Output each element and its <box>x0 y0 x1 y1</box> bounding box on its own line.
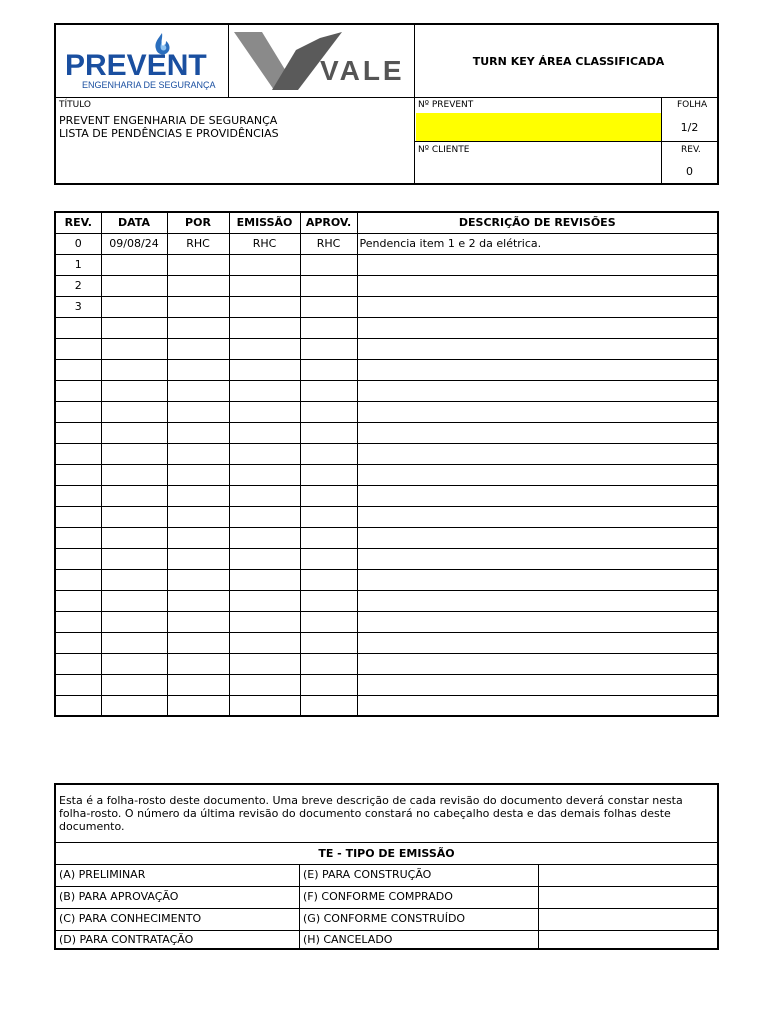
cell-por[interactable] <box>167 485 229 506</box>
table-row <box>55 464 718 485</box>
prevent-number-label: Nº PREVENT <box>418 100 474 110</box>
table-row <box>55 527 718 548</box>
cell-descricao[interactable] <box>357 422 718 443</box>
cell-por[interactable] <box>167 674 229 695</box>
table-row <box>55 338 718 359</box>
cell-rev[interactable] <box>55 695 101 716</box>
prevent-logo-graphic <box>62 29 224 93</box>
cell-aprov[interactable] <box>300 254 357 275</box>
emission-option-f: (F) CONFORME COMPRADO <box>303 890 453 903</box>
table-row <box>55 296 718 317</box>
cell-data[interactable] <box>101 506 167 527</box>
cell-descricao[interactable] <box>357 380 718 401</box>
table-row <box>55 233 718 254</box>
cell-data[interactable] <box>101 401 167 422</box>
cell-por[interactable] <box>167 527 229 548</box>
column-header-rev: REV. <box>55 212 101 233</box>
cell-aprov[interactable] <box>300 527 357 548</box>
cell-por[interactable] <box>167 611 229 632</box>
cell-data[interactable] <box>101 485 167 506</box>
titulo-line-1: PREVENT ENGENHARIA DE SEGURANÇA <box>59 114 278 127</box>
table-row <box>55 695 718 716</box>
cell-data[interactable] <box>101 296 167 317</box>
cell-data[interactable] <box>101 590 167 611</box>
cell-emissao[interactable] <box>229 674 300 695</box>
cell-rev[interactable] <box>55 380 101 401</box>
cell-emissao[interactable] <box>229 464 300 485</box>
cell-emissao[interactable] <box>229 317 300 338</box>
cell-descricao[interactable] <box>357 275 718 296</box>
cell-aprov[interactable] <box>300 275 357 296</box>
cell-rev[interactable] <box>55 485 101 506</box>
cell-aprov[interactable] <box>300 590 357 611</box>
cell-emissao[interactable] <box>229 590 300 611</box>
cell-por[interactable] <box>167 569 229 590</box>
cell-aprov[interactable]: RHC <box>300 233 357 254</box>
cell-por[interactable] <box>167 422 229 443</box>
cell-emissao[interactable] <box>229 296 300 317</box>
cell-por[interactable] <box>167 548 229 569</box>
cell-por[interactable] <box>167 359 229 380</box>
cell-emissao[interactable] <box>229 632 300 653</box>
cell-descricao[interactable] <box>357 296 718 317</box>
rev-value: 0 <box>686 165 693 178</box>
table-row <box>55 401 718 422</box>
table-row <box>55 380 718 401</box>
cell-aprov[interactable] <box>300 296 357 317</box>
table-row <box>55 254 718 275</box>
cell-rev[interactable] <box>55 674 101 695</box>
document-header <box>54 23 719 185</box>
emission-option-b: (B) PARA APROVAÇÃO <box>59 890 179 903</box>
cell-data[interactable] <box>101 569 167 590</box>
cell-por[interactable] <box>167 464 229 485</box>
cell-data[interactable] <box>101 464 167 485</box>
cell-data[interactable] <box>101 422 167 443</box>
column-header-descricao: DESCRIÇÃO DE REVISÕES <box>357 212 718 233</box>
table-row <box>55 674 718 695</box>
cell-descricao[interactable] <box>357 695 718 716</box>
table-row <box>55 275 718 296</box>
cell-emissao[interactable] <box>229 254 300 275</box>
cell-por[interactable] <box>167 443 229 464</box>
cell-por[interactable] <box>167 275 229 296</box>
cell-descricao[interactable] <box>357 485 718 506</box>
cell-emissao[interactable] <box>229 275 300 296</box>
table-row <box>55 590 718 611</box>
cell-rev[interactable] <box>55 548 101 569</box>
cell-descricao[interactable] <box>357 674 718 695</box>
cell-descricao[interactable] <box>357 317 718 338</box>
cell-aprov[interactable] <box>300 317 357 338</box>
cell-data[interactable] <box>101 611 167 632</box>
cell-aprov[interactable] <box>300 611 357 632</box>
vale-logo-graphic <box>232 28 412 94</box>
cell-por[interactable] <box>167 632 229 653</box>
cell-descricao[interactable] <box>357 443 718 464</box>
titulo-label: TÍTULO <box>59 100 92 110</box>
cell-emissao[interactable] <box>229 485 300 506</box>
cover-sheet-note: Esta é a folha-rosto deste documento. Uma breve descrição de cada revisão do documento deverá constar nesta folha-rosto. O número da última revisão do documento constará no cabeçalho desta e das demais folhas deste documento. <box>59 794 683 833</box>
cell-aprov[interactable] <box>300 695 357 716</box>
cell-por[interactable] <box>167 338 229 359</box>
table-row <box>55 317 718 338</box>
cell-por[interactable] <box>167 254 229 275</box>
cell-rev[interactable] <box>55 506 101 527</box>
cell-rev[interactable] <box>55 632 101 653</box>
table-row <box>55 359 718 380</box>
cell-rev[interactable] <box>55 317 101 338</box>
cell-data[interactable] <box>101 254 167 275</box>
cell-aprov[interactable] <box>300 506 357 527</box>
cell-aprov[interactable] <box>300 485 357 506</box>
table-row <box>55 422 718 443</box>
cell-data[interactable] <box>101 275 167 296</box>
emission-option-e: (E) PARA CONSTRUÇÃO <box>303 868 432 881</box>
cell-rev[interactable] <box>55 611 101 632</box>
titulo-line-2: LISTA DE PENDÊNCIAS E PROVIDÊNCIAS <box>59 127 279 140</box>
cell-data[interactable] <box>101 632 167 653</box>
cell-aprov[interactable] <box>300 443 357 464</box>
cell-data[interactable] <box>101 695 167 716</box>
emission-option-c: (C) PARA CONHECIMENTO <box>59 912 202 925</box>
cell-emissao[interactable] <box>229 611 300 632</box>
cell-por[interactable]: RHC <box>167 233 229 254</box>
cell-por[interactable] <box>167 317 229 338</box>
cell-rev[interactable] <box>55 527 101 548</box>
column-header-por: POR <box>167 212 229 233</box>
cell-rev[interactable] <box>55 569 101 590</box>
revisions-header-row <box>55 212 718 233</box>
cell-descricao[interactable] <box>357 338 718 359</box>
cell-rev[interactable] <box>55 443 101 464</box>
cell-aprov[interactable] <box>300 569 357 590</box>
cell-data[interactable] <box>101 380 167 401</box>
svg-text:PREVENT: PREVENT <box>65 49 207 82</box>
cell-aprov[interactable] <box>300 632 357 653</box>
cell-rev[interactable] <box>55 653 101 674</box>
cell-rev[interactable]: 1 <box>55 254 101 275</box>
cell-emissao[interactable] <box>229 695 300 716</box>
column-header-emissao: EMISSÃO <box>229 212 300 233</box>
cell-descricao[interactable] <box>357 632 718 653</box>
cell-emissao[interactable] <box>229 359 300 380</box>
table-row <box>55 485 718 506</box>
cliente-number-label: Nº CLIENTE <box>418 145 470 155</box>
emission-option-d: (D) PARA CONTRATAÇÃO <box>59 933 194 946</box>
cell-emissao[interactable] <box>229 527 300 548</box>
cell-emissao[interactable] <box>229 506 300 527</box>
table-row <box>55 548 718 569</box>
prevent-logo <box>62 29 224 93</box>
cell-descricao[interactable] <box>357 359 718 380</box>
table-row <box>55 653 718 674</box>
cell-rev[interactable] <box>55 359 101 380</box>
cell-emissao[interactable] <box>229 338 300 359</box>
table-row <box>55 611 718 632</box>
cell-descricao[interactable] <box>357 401 718 422</box>
cell-aprov[interactable] <box>300 380 357 401</box>
folha-label: FOLHA <box>677 100 708 110</box>
cell-data[interactable] <box>101 674 167 695</box>
cell-por[interactable] <box>167 695 229 716</box>
emission-type-title: TE - TIPO DE EMISSÃO <box>318 846 455 860</box>
cell-data[interactable] <box>101 317 167 338</box>
cell-emissao[interactable] <box>229 380 300 401</box>
emission-type-box <box>54 783 719 950</box>
cell-descricao[interactable] <box>357 464 718 485</box>
cell-data[interactable] <box>101 548 167 569</box>
svg-text:ENGENHARIA DE SEGURANÇA: ENGENHARIA DE SEGURANÇA <box>82 80 216 90</box>
cell-rev[interactable]: 0 <box>55 233 101 254</box>
cell-rev[interactable]: 2 <box>55 275 101 296</box>
cliente-number-field[interactable] <box>416 157 661 183</box>
revisions-table <box>54 211 719 717</box>
table-row <box>55 443 718 464</box>
cell-data[interactable] <box>101 443 167 464</box>
cell-aprov[interactable] <box>300 653 357 674</box>
cell-descricao[interactable]: Pendencia item 1 e 2 da elétrica. <box>357 233 718 254</box>
emission-option-g: (G) CONFORME CONSTRUÍDO <box>303 912 466 925</box>
cell-emissao[interactable] <box>229 548 300 569</box>
cell-data[interactable] <box>101 338 167 359</box>
cell-descricao[interactable] <box>357 527 718 548</box>
cell-por[interactable] <box>167 590 229 611</box>
cell-aprov[interactable] <box>300 674 357 695</box>
cell-aprov[interactable] <box>300 338 357 359</box>
cell-emissao[interactable] <box>229 443 300 464</box>
cell-rev[interactable] <box>55 590 101 611</box>
cell-aprov[interactable] <box>300 548 357 569</box>
table-row <box>55 569 718 590</box>
cell-rev[interactable] <box>55 338 101 359</box>
cell-aprov[interactable] <box>300 359 357 380</box>
cell-por[interactable] <box>167 653 229 674</box>
cell-por[interactable] <box>167 296 229 317</box>
cell-por[interactable] <box>167 401 229 422</box>
emission-option-a: (A) PRELIMINAR <box>59 868 146 881</box>
vale-logo <box>232 28 412 94</box>
cell-descricao[interactable] <box>357 548 718 569</box>
cell-emissao[interactable] <box>229 569 300 590</box>
cell-rev[interactable] <box>55 401 101 422</box>
cell-emissao[interactable] <box>229 653 300 674</box>
cell-data[interactable] <box>101 653 167 674</box>
cell-aprov[interactable] <box>300 464 357 485</box>
cell-emissao[interactable]: RHC <box>229 233 300 254</box>
cell-rev[interactable] <box>55 422 101 443</box>
cell-descricao[interactable] <box>357 653 718 674</box>
table-row <box>55 632 718 653</box>
emission-option-h: (H) CANCELADO <box>303 933 393 946</box>
cell-aprov[interactable] <box>300 422 357 443</box>
cell-descricao[interactable] <box>357 569 718 590</box>
cell-emissao[interactable] <box>229 422 300 443</box>
cell-descricao[interactable] <box>357 611 718 632</box>
folha-value: 1/2 <box>680 121 699 134</box>
prevent-number-field[interactable] <box>416 113 661 141</box>
cell-descricao[interactable] <box>357 590 718 611</box>
cell-descricao[interactable] <box>357 506 718 527</box>
column-header-aprov: APROV. <box>300 212 357 233</box>
cell-rev[interactable] <box>55 464 101 485</box>
cell-data[interactable] <box>101 359 167 380</box>
cell-data[interactable]: 09/08/24 <box>101 233 167 254</box>
column-header-data: DATA <box>101 212 167 233</box>
cell-data[interactable] <box>101 527 167 548</box>
cell-rev[interactable]: 3 <box>55 296 101 317</box>
table-row <box>55 506 718 527</box>
cell-descricao[interactable] <box>357 254 718 275</box>
svg-text:VALE: VALE <box>320 55 405 86</box>
rev-label: REV. <box>681 145 701 155</box>
cell-emissao[interactable] <box>229 401 300 422</box>
cell-aprov[interactable] <box>300 401 357 422</box>
project-title: TURN KEY ÁREA CLASSIFICADA <box>472 55 665 68</box>
revisions-body <box>55 233 718 716</box>
cell-por[interactable] <box>167 506 229 527</box>
cell-por[interactable] <box>167 380 229 401</box>
